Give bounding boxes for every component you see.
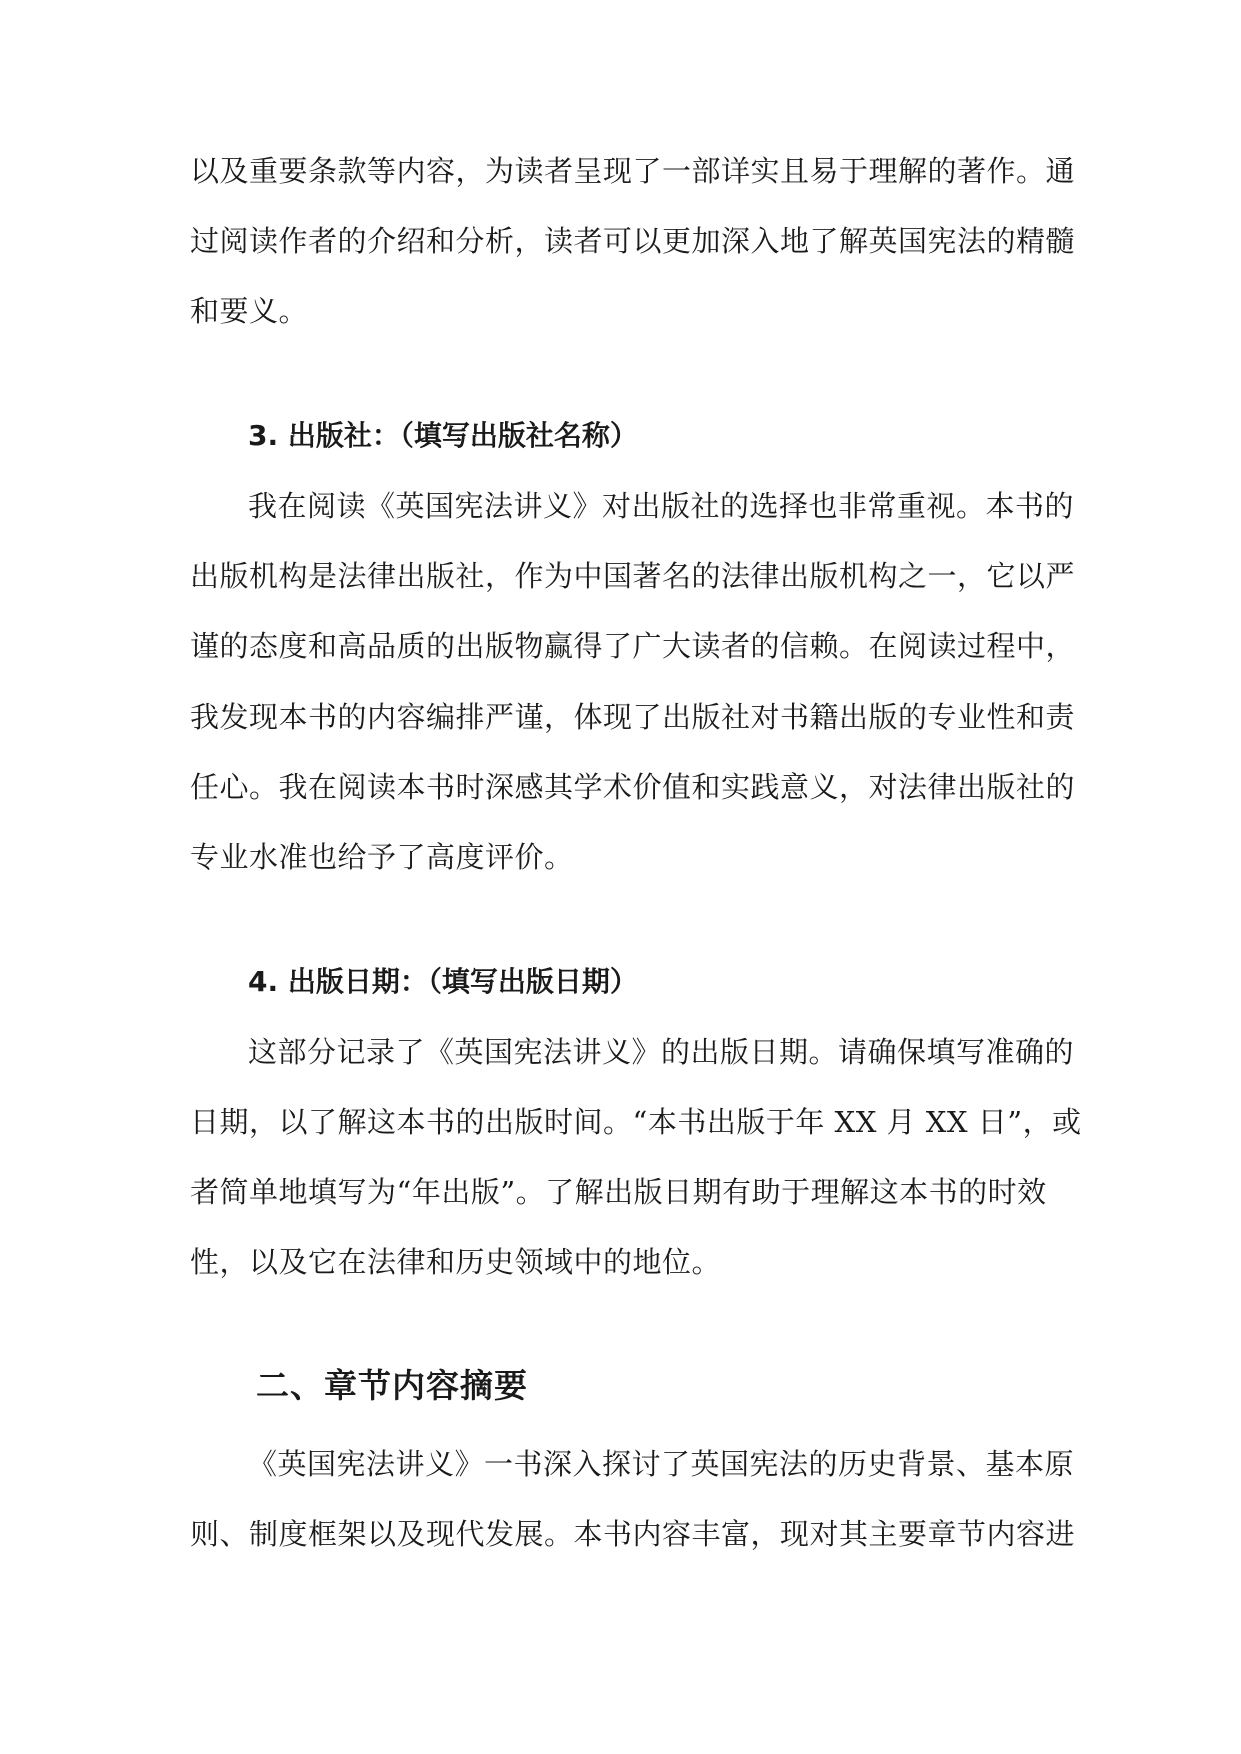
publisher-line-2: 出版机构是法律出版社，作为中国著名的法律出版机构之一，它以严 [190, 559, 1076, 593]
section-two-title: 二、章节内容摘要 [256, 1366, 528, 1405]
date-line-2: 日期，以了解这本书的出版时间。“本书出版于年 XX 月 XX 日”，或 [190, 1105, 1082, 1139]
publisher-line-6: 专业水准也给予了高度评价。 [190, 840, 574, 874]
publisher-line-5: 任心。我在阅读本书时深感其学术价值和实践意义，对法律出版社的 [190, 770, 1076, 804]
intro-line-1: 以及重要条款等内容，为读者呈现了一部详实且易于理解的著作。通 [190, 154, 1076, 188]
publisher-line-3: 谨的态度和高品质的出版物赢得了广大读者的信赖。在阅读过程中， [190, 629, 1076, 663]
summary-line-1: 《英国宪法讲义》一书深入探讨了英国宪法的历史背景、基本原 [248, 1447, 1075, 1481]
date-line-4: 性，以及它在法律和历史领域中的地位。 [190, 1245, 722, 1279]
date-line-3: 者简单地填写为“年出版”。了解出版日期有助于理解这本书的时效 [190, 1175, 1047, 1209]
date-line-1: 这部分记录了《英国宪法讲义》的出版日期。请确保填写准确的 [248, 1035, 1075, 1069]
summary-line-2: 则、制度框架以及现代发展。本书内容丰富，现对其主要章节内容进 [190, 1517, 1076, 1551]
intro-line-2: 过阅读作者的介绍和分析，读者可以更加深入地了解英国宪法的精髓 [190, 224, 1076, 258]
publisher-heading: 3. 出版社：（填写出版社名称） [248, 419, 638, 452]
date-heading: 4. 出版日期：（填写出版日期） [248, 965, 638, 998]
publisher-line-4: 我发现本书的内容编排严谨，体现了出版社对书籍出版的专业性和责 [190, 700, 1076, 734]
intro-line-3: 和要义。 [190, 294, 309, 328]
publisher-line-1: 我在阅读《英国宪法讲义》对出版社的选择也非常重视。本书的 [248, 489, 1075, 523]
